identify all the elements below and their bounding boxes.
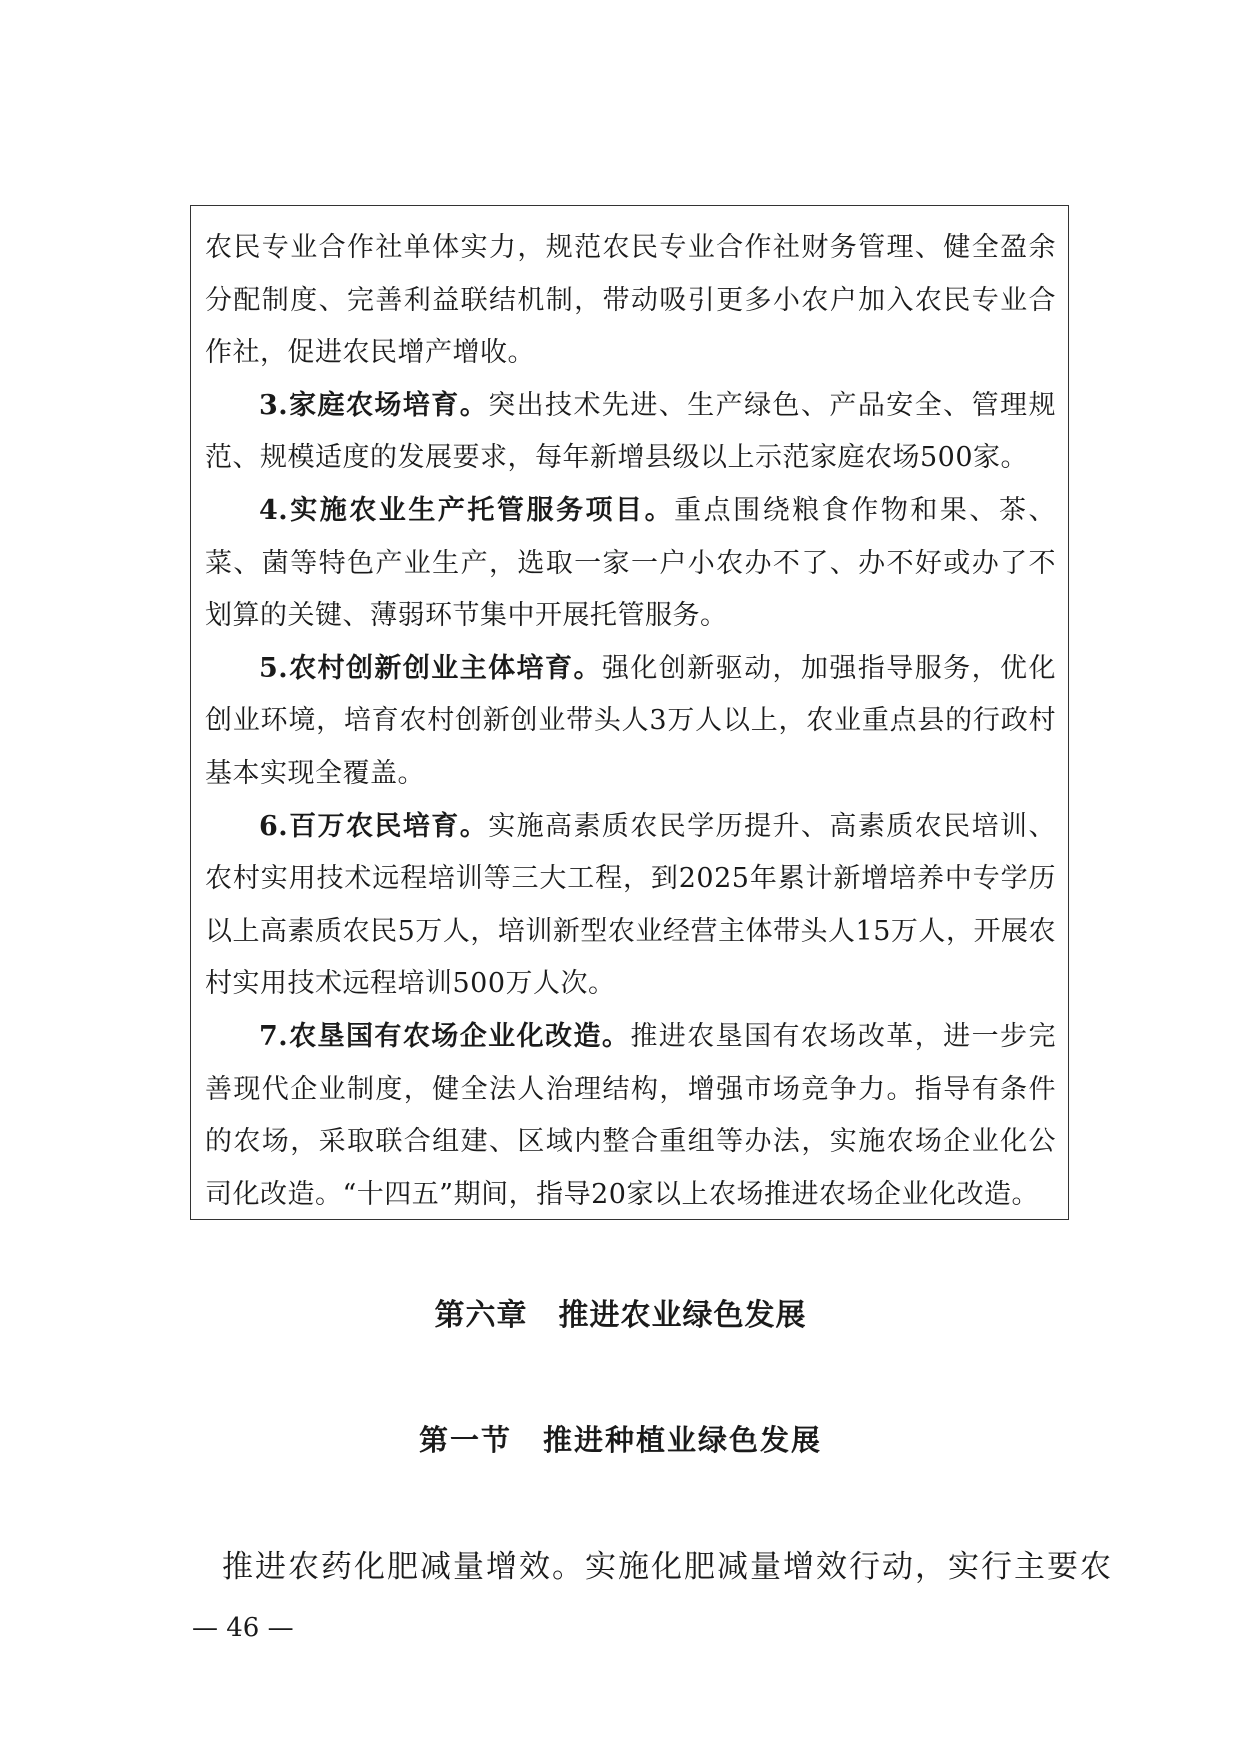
item-title: 7.农垦国有农场企业化改造。 [259, 1020, 631, 1052]
info-box [190, 205, 1069, 1220]
item-title: 4.实施农业生产托管服务项目。 [259, 494, 675, 526]
page-number: — 46 — [192, 1613, 294, 1643]
body-paragraph: 推进农药化肥减量增效。实施化肥减量增效行动，实行主要农 [222, 1549, 1113, 1585]
chapter-title: 第六章 推进农业绿色发展 [434, 1298, 807, 1333]
item-title: 5.农村创新创业主体培育。 [259, 652, 602, 684]
box-paragraph: 3.家庭农场培育。突出技术先进、生产绿色、产品安全、管理规范、规模适度的发展要求，每年新增县级以上示范家庭农场500家。 [205, 389, 1056, 474]
item-title: 6.百万农民培育。 [259, 810, 489, 842]
box-paragraph: 农民专业合作社单体实力，规范农民专业合作社财务管理、健全盈余分配制度、完善利益联结机制，带动吸引更多小农户加入农民专业合作社，促进农民增产增收。 [205, 232, 1056, 369]
box-paragraph: 4.实施农业生产托管服务项目。重点围绕粮食作物和果、茶、菜、菌等特色产业生产，选取一家一户小农办不了、办不好或办了不划算的关键、薄弱环节集中开展托管服务。 [205, 494, 1056, 632]
box-paragraph: 5.农村创新创业主体培育。强化创新驱动，加强指导服务，优化创业环境，培育农村创新创业带头人3万人以上，农业重点县的行政村基本实现全覆盖。 [205, 652, 1056, 789]
box-paragraph: 6.百万农民培育。实施高素质农民学历提升、高素质农民培训、农村实用技术远程培训等三大工程，到2025年累计新增培养中专学历以上高素质农民5万人，培训新型农业经营主体带头人15万人，开展农村实用技术远程培训500万人次。 [205, 810, 1056, 1000]
item-title: 3.家庭农场培育。 [259, 389, 489, 421]
section-title: 第一节 推进种植业绿色发展 [418, 1423, 822, 1457]
box-paragraph: 7.农垦国有农场企业化改造。推进农垦国有农场改革，进一步完善现代企业制度，健全法人治理结构，增强市场竞争力。指导有条件的农场，采取联合组建、区域内整合重组等办法，实施农场企业化公司化改造。“十四五”期间，指导20家以上农场推进农场企业化改造。 [205, 1020, 1056, 1210]
